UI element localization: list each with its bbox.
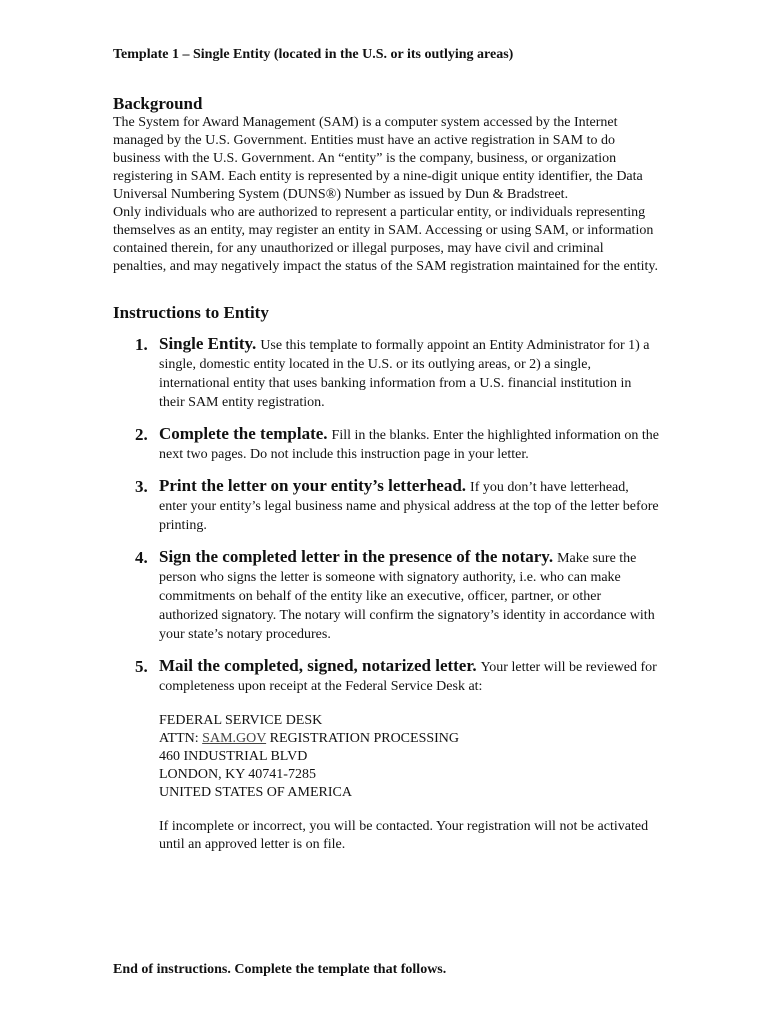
address-city-state-zip: LONDON, KY 40741-7285 <box>159 767 316 782</box>
instruction-step-3 <box>113 477 659 535</box>
step-number: 3. <box>135 477 148 496</box>
document-page <box>113 46 659 854</box>
step-text: Your letter will be reviewed for completeness upon receipt at the Federal Service Desk at: <box>159 660 657 694</box>
step-heading: Single Entity. <box>159 334 257 353</box>
step-number: 1. <box>135 335 148 354</box>
attn-suffix: REGISTRATION PROCESSING <box>266 731 460 746</box>
address-attn-line <box>159 730 659 748</box>
instruction-step-4 <box>113 548 659 644</box>
address-line-1: FEDERAL SERVICE DESK <box>159 713 323 728</box>
instructions-heading: Instructions to Entity <box>113 303 269 322</box>
instruction-step-2 <box>113 425 659 464</box>
step-number: 5. <box>135 657 148 676</box>
address-street: 460 INDUSTRIAL BLVD <box>159 749 308 764</box>
step-heading: Print the letter on your entity’s letterhead. <box>159 476 467 495</box>
step-number: 4. <box>135 548 148 567</box>
duns-system-name: Data Universal Numbering System <box>113 169 643 202</box>
paragraph-1-text-start: The System for Award Management (SAM) is a computer system accessed by the Internet managed by the U.S. Government. Entities must have an active registration in SAM to do business with the U.S. Government. An “entity” is the company, business, or organization registering in SAM. Each entity is represented by a nine-digit unique entity identifier, the <box>113 115 618 184</box>
instruction-step-1 <box>113 335 659 412</box>
closing-note: If incomplete or incorrect, you will be contacted. Your registration will not be activated until an approved letter is on file. <box>159 819 649 852</box>
background-paragraph-1 <box>113 114 659 204</box>
mailing-address <box>159 712 659 802</box>
step-text: Use this template to formally appoint an Entity Administrator for 1) a single, domestic entity located in the U.S. or its outlying areas, or 2) a single, international entity that uses banking information from a U.S. financial institution in their SAM entity registration. <box>159 338 650 410</box>
step-text: If you don’t have letterhead, enter your entity’s legal business name and physical address at the top of the letter before printing. <box>159 480 659 533</box>
step-heading: Sign the completed letter in the presence of the notary. <box>159 547 554 566</box>
instruction-steps-list <box>113 335 659 696</box>
step-heading: Complete the template. <box>159 424 328 443</box>
paragraph-1-text-end: (DUNS®) Number as issued by Dun & Bradstreet. <box>279 187 569 202</box>
end-of-instructions-note: End of instructions. Complete the template that follows. <box>113 962 447 977</box>
step-text: Make sure the person who signs the letter is someone with signatory authority, i.e. who can make commitments on behalf of the entity like an executive, officer, partner, or other authorized signatory. The notary will confirm the signatory’s identity in accordance with your state’s notary procedures. <box>159 551 655 642</box>
step-heading: Mail the completed, signed, notarized letter. <box>159 656 477 675</box>
document-title: Template 1 – Single Entity (located in the U.S. or its outlying areas) <box>113 47 514 62</box>
step-number: 2. <box>135 425 148 444</box>
attn-prefix: ATTN: <box>159 731 203 746</box>
instruction-step-5 <box>113 657 659 696</box>
sam-gov-link[interactable]: SAM.GOV <box>202 731 267 746</box>
address-country: UNITED STATES OF AMERICA <box>159 785 352 800</box>
step-text: Fill in the blanks. Enter the highlighted information on the next two pages. Do not include this instruction page in your letter. <box>159 428 659 462</box>
background-paragraph-2: Only individuals who are authorized to represent a particular entity, or individuals representing themselves as an entity, may register an entity in SAM. Accessing or using SAM, or information contained therein, for any unauthorized or illegal purposes, may have civil and criminal penalties, and may negatively impact the status of the SAM registration maintained for the entity. <box>113 205 658 274</box>
background-heading: Background <box>113 94 203 113</box>
